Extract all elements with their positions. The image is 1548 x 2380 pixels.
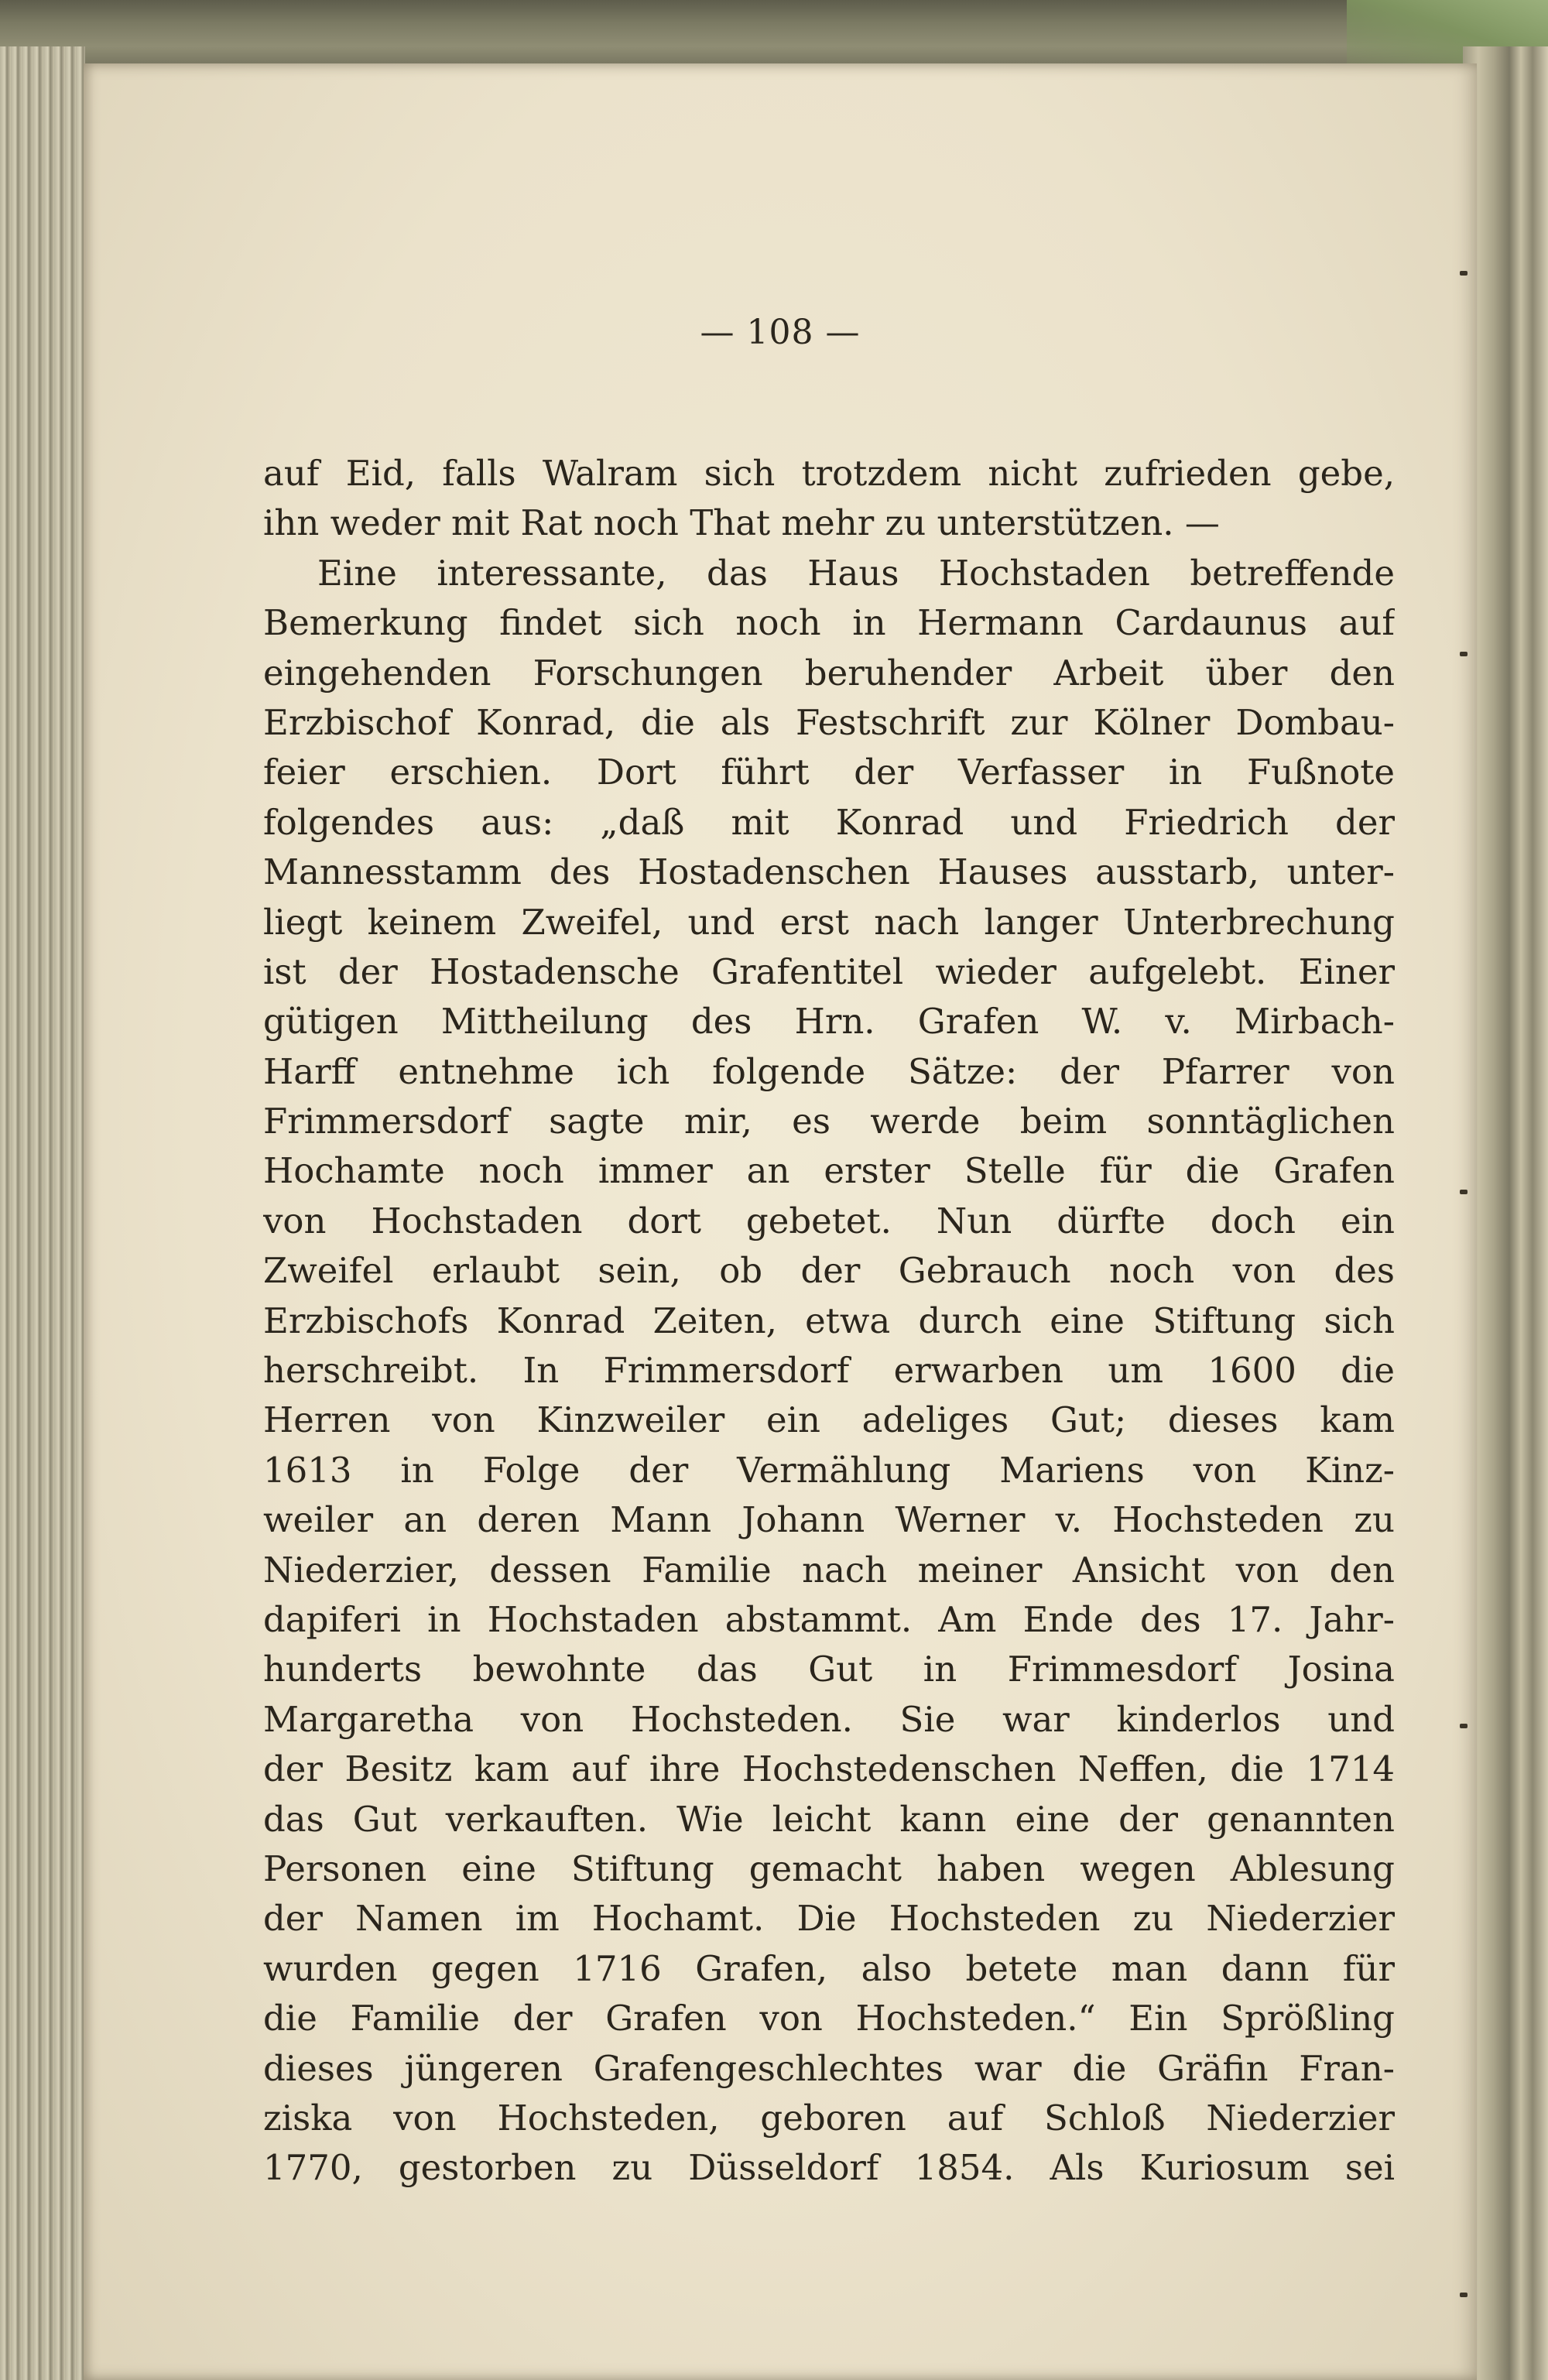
text-line: Herren von Kinzweiler ein adeliges Gut; dieses kam xyxy=(263,1399,1395,1441)
text-line: 1770, gestorben zu Düsseldorf 1854. Als Kuriosum sei xyxy=(263,2147,1395,2189)
margin-mark xyxy=(1460,1190,1468,1194)
text-line: Niederzier, dessen Familie nach meiner Ansicht von den xyxy=(263,1549,1395,1591)
margin-mark xyxy=(1460,652,1468,656)
text-line: das Gut verkauften. Wie leicht kann eine der genannten xyxy=(263,1798,1395,1840)
text-line: dieses jüngeren Grafengeschlechtes war die Gräfin Fran- xyxy=(263,2047,1395,2089)
text-line: gütigen Mittheilung des Hrn. Grafen W. v. Mirbach- xyxy=(263,1001,1395,1043)
text-line: Zweifel erlaubt sein, ob der Gebrauch noch von des xyxy=(263,1250,1395,1292)
text-line: herschreibt. In Frimmersdorf erwarben um 1600 die xyxy=(263,1350,1395,1392)
text-line: Erzbischofs Konrad Zeiten, etwa durch eine Stiftung sich xyxy=(263,1300,1395,1341)
text-line: Erzbischof Konrad, die als Festschrift zur Kölner Dombau- xyxy=(263,701,1395,743)
text-line: hunderts bewohnte das Gut in Frimmesdorf Josina xyxy=(263,1649,1395,1690)
text-line: folgendes aus: „daß mit Konrad und Friedrich der xyxy=(263,801,1395,843)
text-line: Frimmersdorf sagte mir, es werde beim sonntäglichen xyxy=(263,1101,1395,1142)
text-line: Mannesstamm des Hostadenschen Hauses ausstarb, unter- xyxy=(263,851,1395,893)
text-line: eingehenden Forschungen beruhender Arbeit über den xyxy=(263,652,1395,693)
book-cover-top-edge xyxy=(0,0,1548,74)
body-text xyxy=(263,449,1395,2193)
text-line: feier erschien. Dort führt der Verfasser in Fußnote xyxy=(263,752,1395,793)
text-line: weiler an deren Mann Johann Werner v. Hochsteden zu xyxy=(263,1499,1395,1541)
text-line: auf Eid, falls Walram sich trotzdem nicht zufrieden gebe, xyxy=(263,453,1395,494)
text-line: Margaretha von Hochsteden. Sie war kinderlos und xyxy=(263,1698,1395,1740)
text-line: von Hochstaden dort gebetet. Nun dürfte doch ein xyxy=(263,1200,1395,1241)
text-line: ihn weder mit Rat noch That mehr zu unterstützen. — xyxy=(263,502,1220,544)
margin-mark xyxy=(1460,2293,1468,2297)
margin-mark xyxy=(1460,1724,1468,1728)
margin-mark xyxy=(1460,271,1468,276)
page-edges-left xyxy=(0,46,85,2380)
text-line: der Besitz kam auf ihre Hochstedenschen Neffen, die 1714 xyxy=(263,1748,1395,1790)
text-line: die Familie der Grafen von Hochsteden.“ Ein Sprößling xyxy=(263,1998,1395,2039)
text-line: Bemerkung findet sich noch in Hermann Cardaunus auf xyxy=(263,602,1395,644)
text-line: Personen eine Stiftung gemacht haben wegen Ablesung xyxy=(263,1847,1395,1889)
text-line: ziska von Hochsteden, geboren auf Schloß Niederzier xyxy=(263,2097,1395,2139)
text-line: 1613 in Folge der Vermählung Mariens von Kinz- xyxy=(263,1449,1395,1491)
text-line: dapiferi in Hochstaden abstammt. Am Ende des 17. Jahr- xyxy=(263,1598,1395,1640)
text-line: Eine interessante, das Haus Hochstaden betreffende xyxy=(317,552,1395,594)
page-number: — 108 — xyxy=(700,313,861,352)
text-line: Hochamte noch immer an erster Stelle für die Grafen xyxy=(263,1150,1395,1192)
text-line: wurden gegen 1716 Grafen, also betete man dann für xyxy=(263,1947,1395,1989)
text-line: Harff entnehme ich folgende Sätze: der Pfarrer von xyxy=(263,1050,1395,1092)
text-line: der Namen im Hochamt. Die Hochsteden zu Niederzier xyxy=(263,1898,1395,1940)
book-page xyxy=(84,63,1477,2380)
text-line: liegt keinem Zweifel, und erst nach langer Unterbrechung xyxy=(263,901,1395,943)
text-line: ist der Hostadensche Grafentitel wieder aufgelebt. Einer xyxy=(263,950,1395,992)
